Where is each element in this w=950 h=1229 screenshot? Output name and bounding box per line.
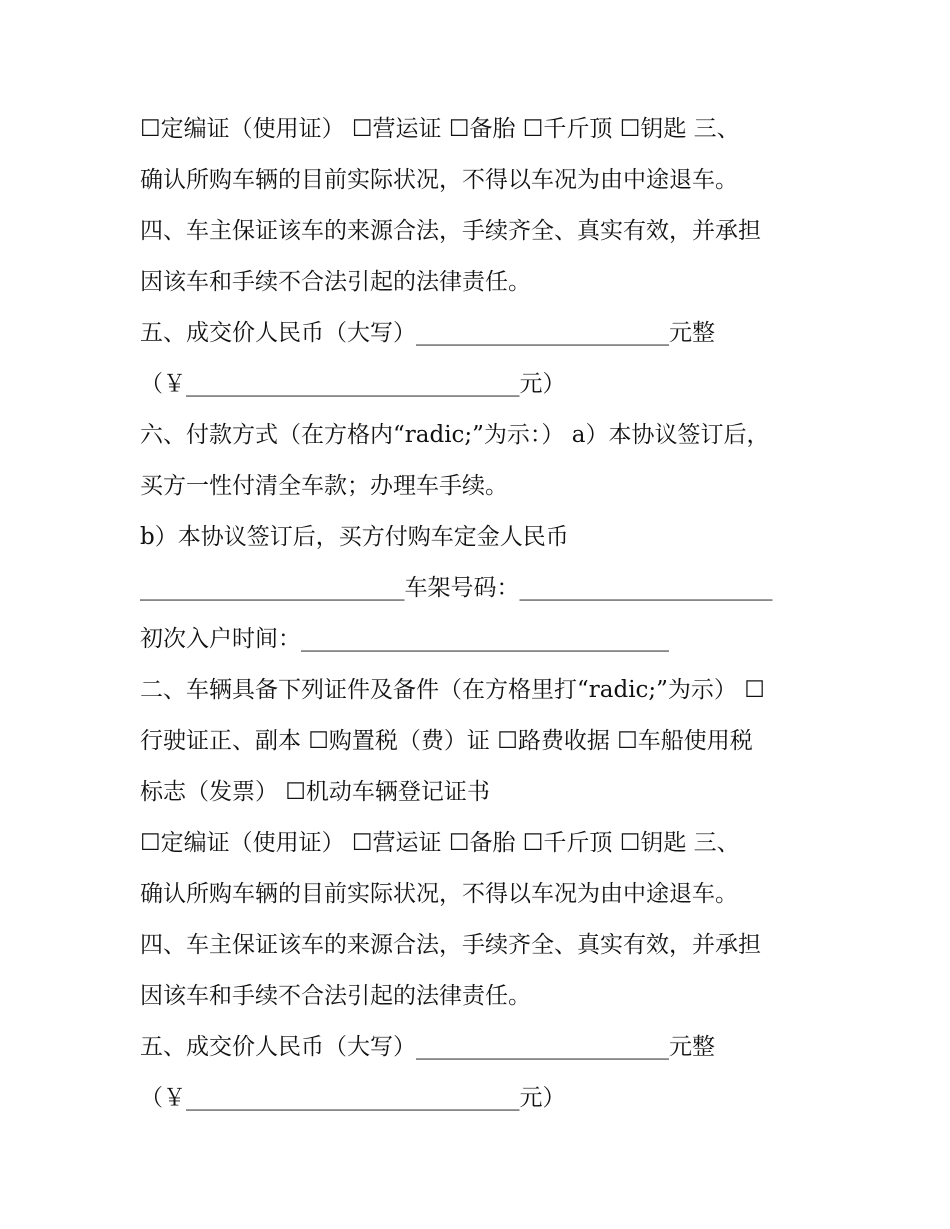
document-body [140, 104, 820, 1124]
text-line-14: 标志（发票） ☐机动车辆登记证书 [140, 779, 490, 805]
text-line-19: 五、成交价人民币（大写）______________________元整 [140, 1034, 715, 1060]
text-line-12: 二、车辆具备下列证件及备件（在方格里打“radic;”为示） ☐ [140, 677, 765, 703]
text-line-20: （￥_____________________________元） [140, 1085, 566, 1111]
text-line-1: ☐定编证（使用证） ☐营运证 ☐备胎 ☐千斤顶 ☐钥匙 三、 [140, 116, 740, 142]
text-line-18: 因该车和手续不合法引起的法律责任。 [140, 983, 531, 1009]
text-line-11: 初次入户时间：________________________________ [140, 626, 669, 652]
text-line-2: 确认所购车辆的目前实际状况，不得以车况为由中途退车。 [140, 167, 738, 193]
text-line-17: 四、车主保证该车的来源合法，手续齐全、真实有效，并承担 [140, 932, 761, 958]
text-line-7: 六、付款方式（在方格内“radic;”为示：） a）本协议签订后， [140, 422, 770, 448]
text-line-3: 四、车主保证该车的来源合法，手续齐全、真实有效，并承担 [140, 218, 761, 244]
text-line-6: （￥_____________________________元） [140, 371, 566, 397]
text-line-15: ☐定编证（使用证） ☐营运证 ☐备胎 ☐千斤顶 ☐钥匙 三、 [140, 830, 740, 856]
text-line-16: 确认所购车辆的目前实际状况，不得以车况为由中途退车。 [140, 881, 738, 907]
text-line-13: 行驶证正、副本 ☐购置税（费）证 ☐路费收据 ☐车船使用税 [140, 728, 753, 754]
text-line-5: 五、成交价人民币（大写）______________________元整 [140, 320, 715, 346]
text-line-8: 买方一性付清全车款；办理车手续。 [140, 473, 508, 499]
text-line-10: _______________________车架号码：______________________ [140, 575, 773, 601]
text-line-9: b）本协议签订后，买方付购车定金人民币 [140, 524, 569, 550]
text-line-4: 因该车和手续不合法引起的法律责任。 [140, 269, 531, 295]
